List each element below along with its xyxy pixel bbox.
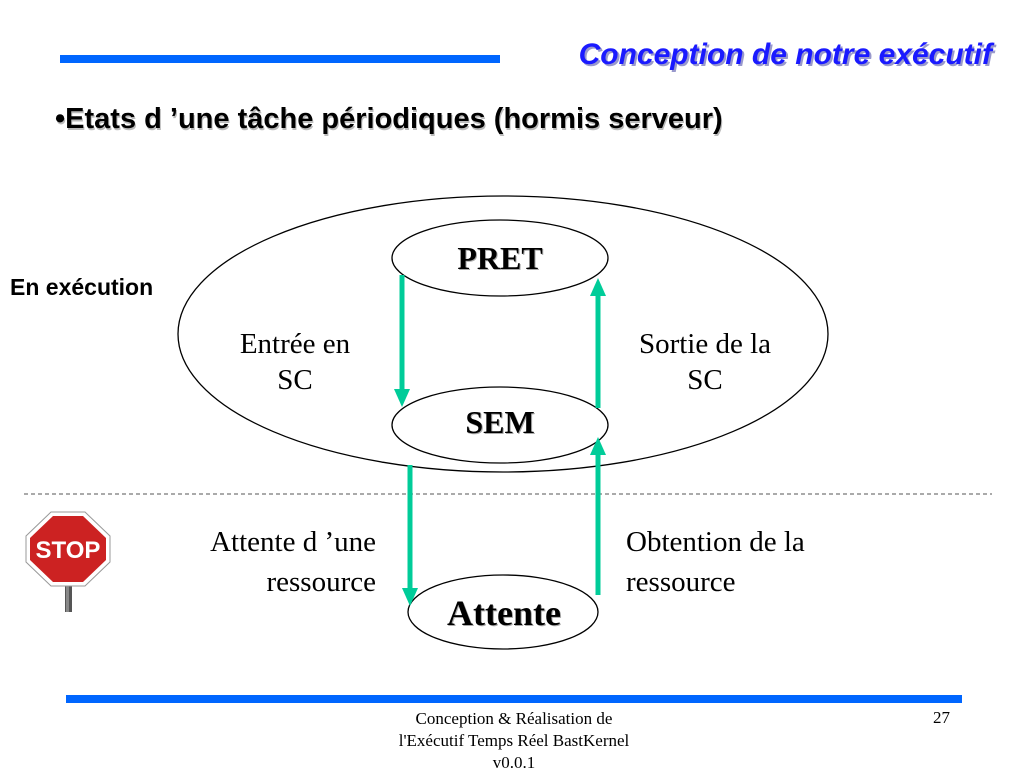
- footer-rule: [66, 695, 962, 703]
- arrow-entree-sc: [394, 275, 410, 407]
- stop-sign-icon: [24, 510, 116, 614]
- region-label-execution: En exécution: [10, 274, 154, 300]
- node-sem-label: SEM: [465, 404, 535, 440]
- svg-text:STOP: STOP: [35, 537, 101, 564]
- transition-label-obtention-ressource: Obtention de la ressource: [626, 526, 805, 598]
- node-pret-label: PRET: [457, 240, 543, 276]
- transition-label-sortie-sc: Sortie de la SC: [638, 328, 772, 396]
- arrow-sortie-sc: [590, 278, 606, 408]
- slide-title: Conception de notre exécutif: [578, 38, 992, 71]
- arrow-obtention-ressource: [590, 437, 606, 595]
- footer-text: Conception & Réalisation de l'Exécutif Temps Réel BastKernel v0.0.1: [398, 709, 630, 772]
- transition-label-entree-sc: Entrée en SC: [239, 328, 351, 396]
- bullet-heading: •Etats d ’une tâche périodiques (hormis serveur): [55, 103, 723, 135]
- page-number: 27: [933, 708, 950, 727]
- node-attente-label: Attente: [447, 593, 561, 633]
- transition-label-attente-ressource: Attente d ’une ressource: [210, 526, 376, 598]
- arrow-attente-ressource: [402, 465, 418, 606]
